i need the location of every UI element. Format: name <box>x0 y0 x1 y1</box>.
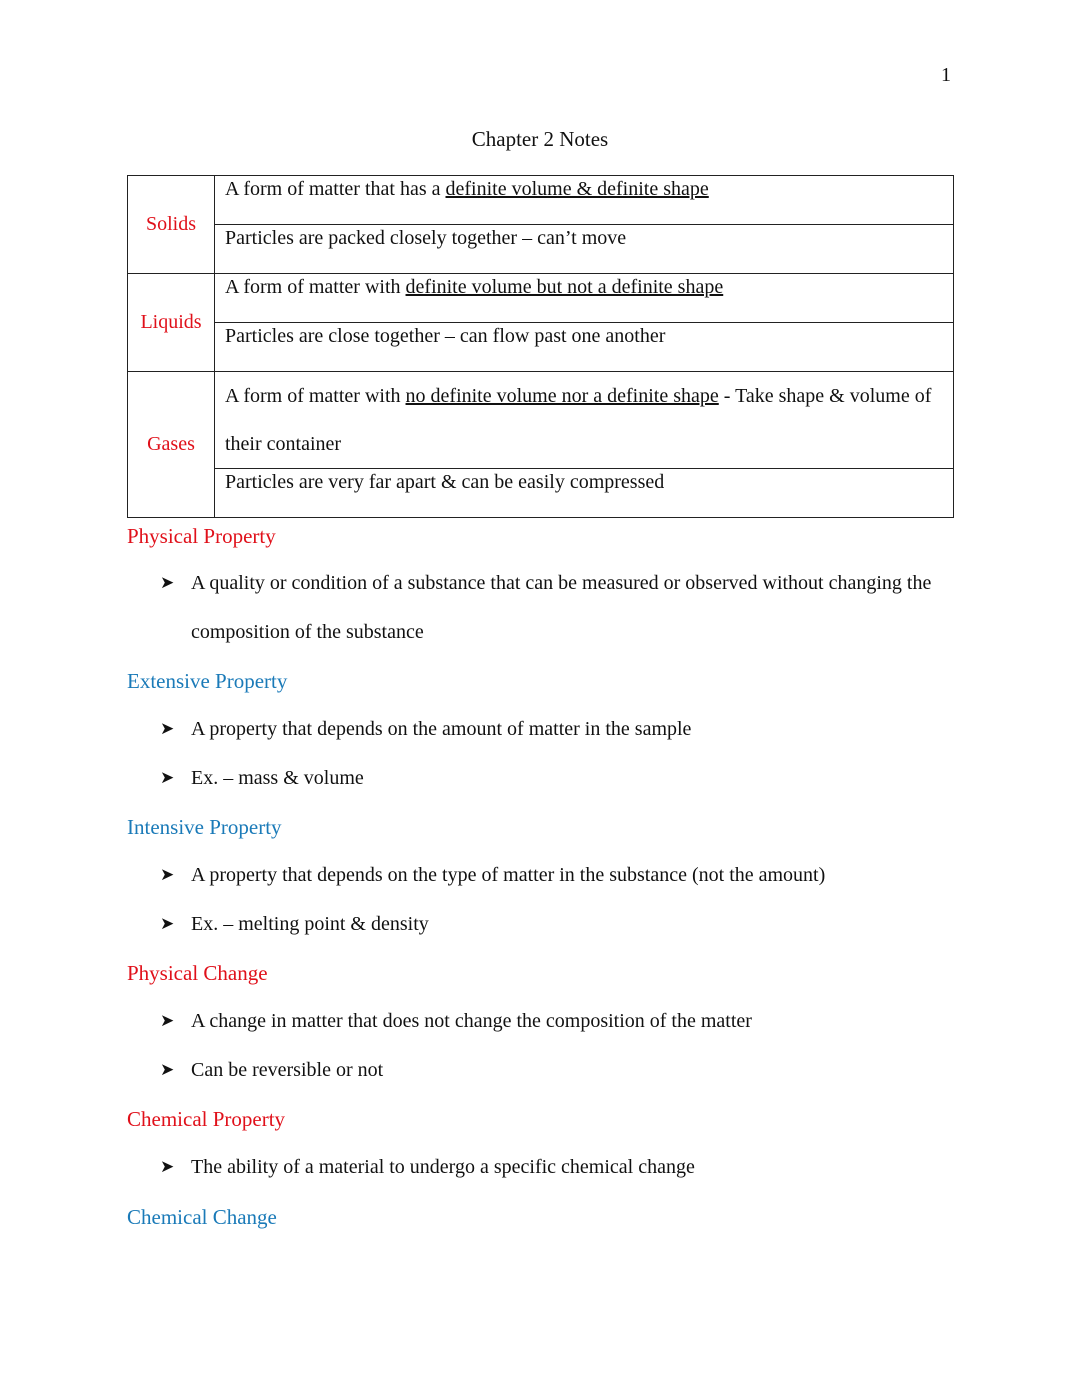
table-row <box>128 469 954 518</box>
list-item <box>160 1011 752 1046</box>
text: A form of matter with <box>225 276 406 298</box>
table-row <box>128 176 954 225</box>
solids-definition <box>215 176 954 225</box>
bullet-text: The ability of a material to undergo a specific chemical change <box>191 1156 695 1178</box>
physical-property-heading: Physical Property <box>127 524 276 548</box>
chemical-property-heading: Chemical Property <box>127 1107 286 1131</box>
bullet-text: A property that depends on the amount of matter in the sample <box>191 718 692 740</box>
chemical-change-heading: Chemical Change <box>127 1205 277 1229</box>
physical-change-heading: Physical Change <box>127 961 268 985</box>
intensive-property-heading: Intensive Property <box>127 815 282 839</box>
states-of-matter-table <box>127 175 954 518</box>
list-item <box>160 914 429 949</box>
liquids-definition <box>215 274 954 323</box>
table-row <box>128 274 954 323</box>
underlined-text: definite volume & definite shape <box>445 178 709 200</box>
arrowhead-bullet-icon: ➤ <box>160 573 175 592</box>
table-row <box>128 225 954 274</box>
arrowhead-bullet-icon: ➤ <box>160 1060 175 1079</box>
gases-definition <box>215 372 954 469</box>
liquids-particles: Particles are close together – can flow past one another <box>215 323 954 372</box>
table-row <box>128 323 954 372</box>
underlined-text: definite volume but not a definite shape <box>405 276 724 298</box>
list-item <box>160 1157 695 1192</box>
list-item <box>160 573 951 657</box>
arrowhead-bullet-icon: ➤ <box>160 1011 175 1030</box>
arrowhead-bullet-icon: ➤ <box>160 1157 175 1176</box>
solids-label: Solids <box>128 176 215 274</box>
underlined-text: no definite volume nor a definite shape <box>405 385 719 407</box>
arrowhead-bullet-icon: ➤ <box>160 719 175 738</box>
table-row <box>128 372 954 469</box>
text: A form of matter with <box>225 385 406 407</box>
page-number: 1 <box>941 64 951 86</box>
gases-particles: Particles are very far apart & can be easily compressed <box>215 469 954 518</box>
bullet-text: Ex. – mass & volume <box>191 767 364 789</box>
list-item <box>160 865 825 900</box>
list-item <box>160 719 691 754</box>
gases-label: Gases <box>128 372 215 518</box>
arrowhead-bullet-icon: ➤ <box>160 914 175 933</box>
text: - Take shape & volume of their container <box>225 385 932 455</box>
liquids-label: Liquids <box>128 274 215 372</box>
bullet-text: A change in matter that does not change the composition of the matter <box>191 1010 752 1032</box>
list-item <box>160 768 364 803</box>
bullet-text: Ex. – melting point & density <box>191 913 429 935</box>
bullet-text: Can be reversible or not <box>191 1059 384 1081</box>
page-title: Chapter 2 Notes <box>471 127 609 151</box>
extensive-property-heading: Extensive Property <box>127 669 288 693</box>
list-item <box>160 1060 383 1095</box>
arrowhead-bullet-icon: ➤ <box>160 865 175 884</box>
bullet-text: A property that depends on the type of matter in the substance (not the amount) <box>191 864 826 886</box>
bullet-text: A quality or condition of a substance that can be measured or observed without changing the composition of the substance <box>191 572 932 643</box>
arrowhead-bullet-icon: ➤ <box>160 768 175 787</box>
solids-particles: Particles are packed closely together – can’t move <box>215 225 954 274</box>
text: A form of matter that has a <box>225 178 446 200</box>
